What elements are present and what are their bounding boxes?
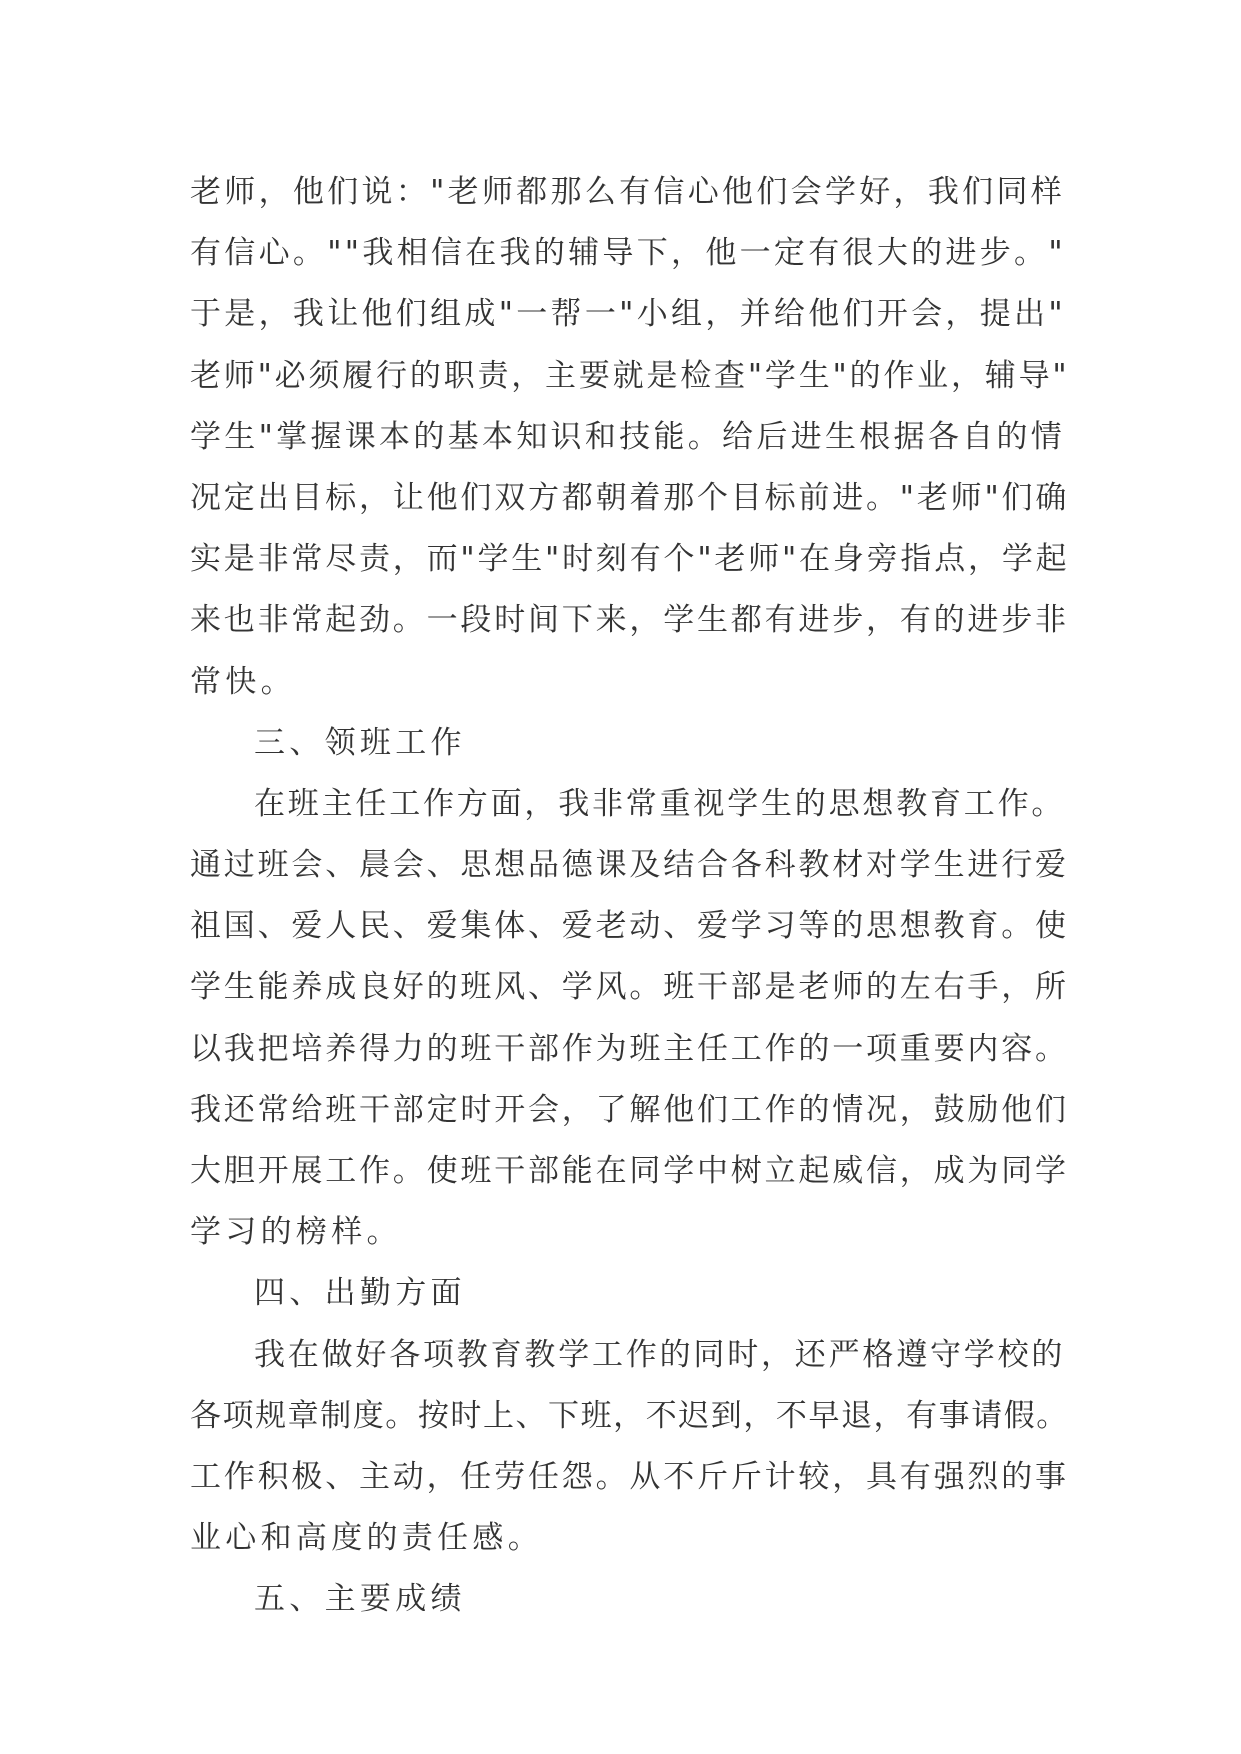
text-line: 况定出目标，让他们双方都朝着那个目标前进。"老师"们确 xyxy=(190,479,1070,516)
text-line: 有信心。""我相信在我的辅导下，他一定有很大的进步。" xyxy=(190,235,1066,272)
section-heading: 三、领班工作 xyxy=(254,724,466,761)
text-line: 大胆开展工作。使班干部能在同学中树立起威信，成为同学 xyxy=(190,1153,1069,1189)
text-line: 于是，我让他们组成"一帮一"小组，并给他们开会，提出" xyxy=(190,296,1066,333)
text-line: 祖国、爱人民、爱集体、爱老动、爱学习等的思想教育。使 xyxy=(190,908,1069,945)
section-heading: 五、主要成绩 xyxy=(254,1581,466,1618)
text-line: 我还常给班干部定时开会，了解他们工作的情况，鼓励他们 xyxy=(190,1091,1069,1128)
text-line: 各项规章制度。按时上、下班，不迟到，不早退，有事请假。 xyxy=(190,1397,1069,1434)
text-line: 实是非常尽责，而"学生"时刻有个"老师"在身旁指点，学起 xyxy=(190,541,1070,578)
text-line: 业心和高度的责任感。 xyxy=(190,1520,543,1557)
text-line: 老师"必须履行的职责，主要就是检查"学生"的作业，辅导" xyxy=(190,357,1070,394)
text-line: 学习的榜样。 xyxy=(190,1214,402,1251)
paragraph-first-line: 我在做好各项教育教学工作的同时，还严格遵守学校的 xyxy=(254,1336,1066,1373)
paragraph-first-line: 在班主任工作方面，我非常重视学生的思想教育工作。 xyxy=(254,785,1066,822)
document-body xyxy=(190,162,1070,1631)
text-line: 学生"掌握课本的基本知识和技能。给后进生根据各自的情 xyxy=(190,418,1066,455)
section-heading: 四、出勤方面 xyxy=(254,1275,466,1312)
text-line: 来也非常起劲。一段时间下来，学生都有进步，有的进步非 xyxy=(190,602,1069,639)
text-line: 工作积极、主动，任劳任怨。从不斤斤计较，具有强烈的事 xyxy=(190,1458,1069,1495)
text-line: 老师，他们说："老师都那么有信心他们会学好，我们同样 xyxy=(190,174,1066,210)
text-line: 常快。 xyxy=(190,663,296,700)
text-line: 通过班会、晨会、思想品德课及结合各科教材对学生进行爱 xyxy=(190,847,1069,884)
text-line: 学生能养成良好的班风、学风。班干部是老师的左右手，所 xyxy=(190,969,1069,1006)
text-line: 以我把培养得力的班干部作为班主任工作的一项重要内容。 xyxy=(190,1030,1069,1067)
